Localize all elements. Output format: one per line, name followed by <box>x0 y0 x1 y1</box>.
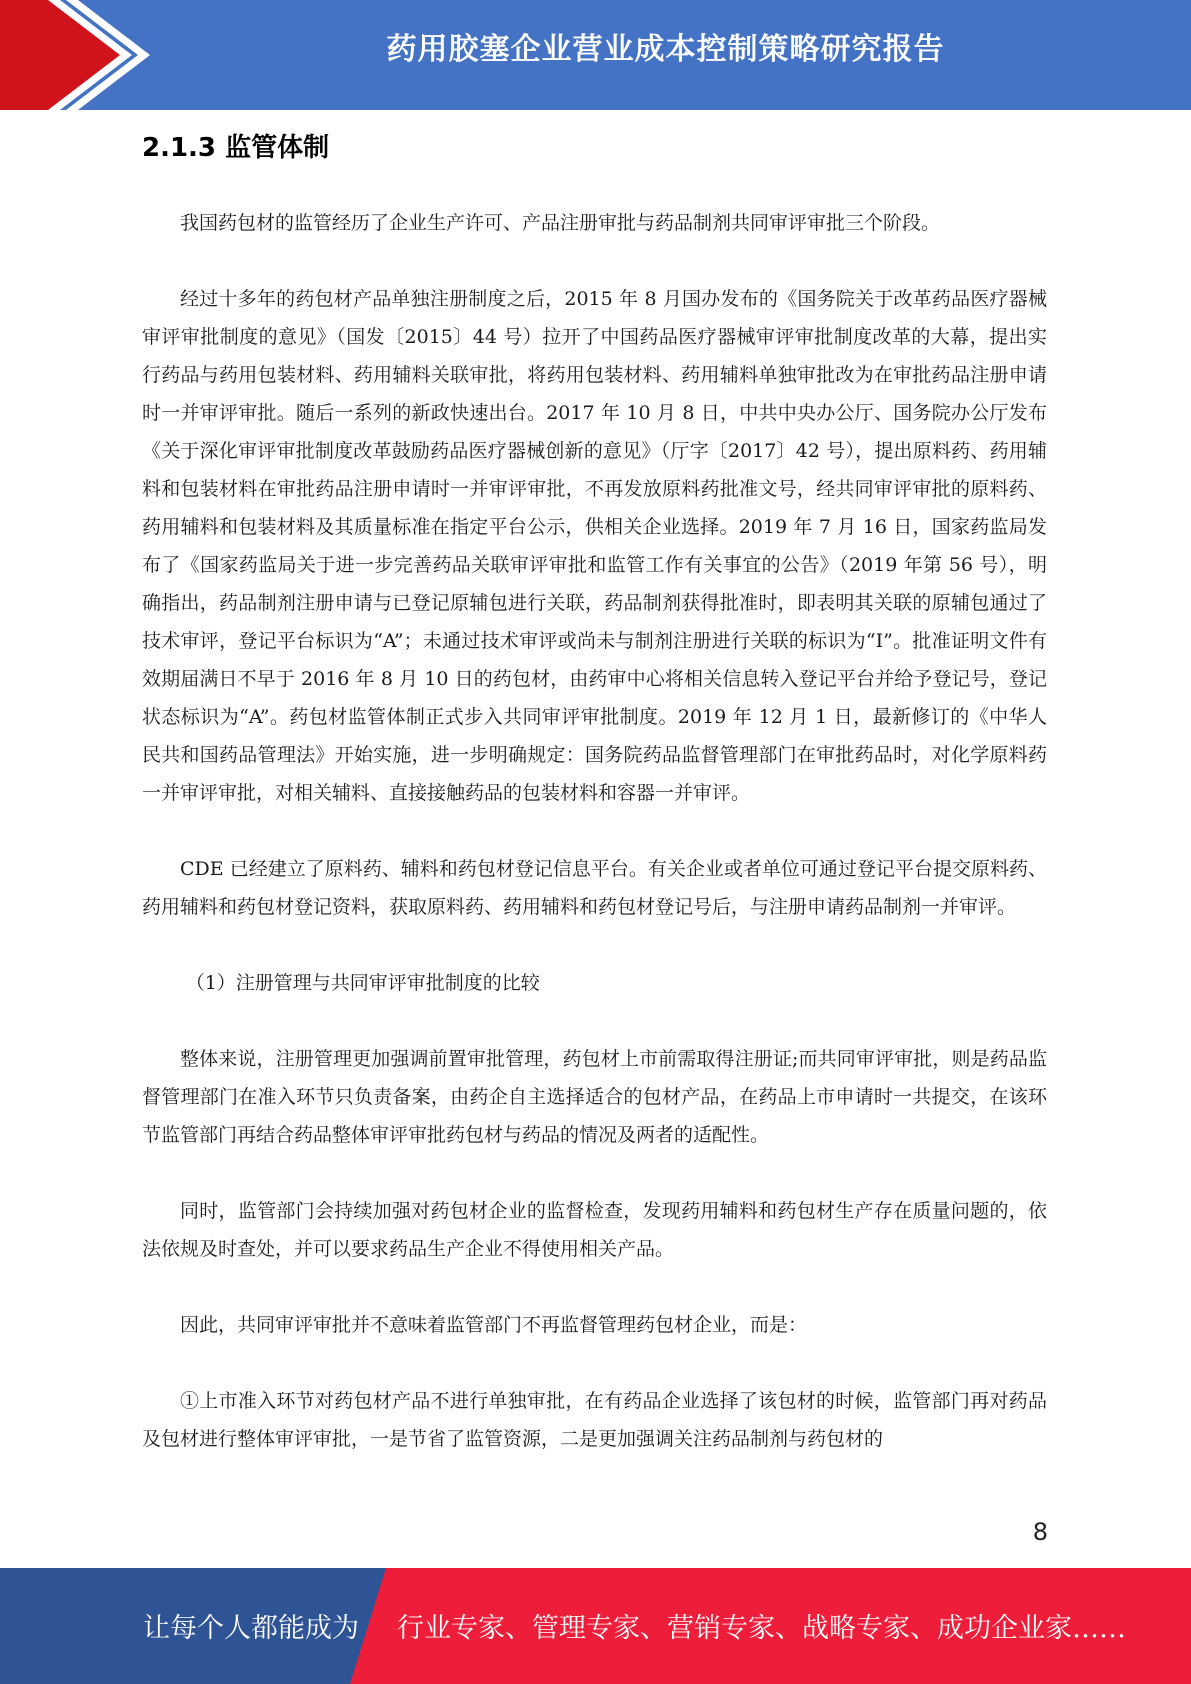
paragraph-therefore: 因此，共同审评审批并不意味着监管部门不再监督管理药包材企业，而是： <box>180 1314 808 1336</box>
paragraph-history: 经过十多年的药包材产品单独注册制度之后，2015 年 8 月国办发布的《国务院关于改革药品医疗器械审评审批制度的意见》（国发〔2015〕44 号）拉开了中国药品医疗器械审评审批制度改革的大幕，提出实行药品与药用包装材料、药用辅料关联审批，将药用包装材料、药用辅料单独审批改为在审批药品注册申请时一并审评审批。随后一系列的新政快速出台。2017 年 10 月 8 日，中共中央办公厅、国务院办公厅发布《关于深化审评审批制度改革鼓励药品医疗器械创新的意见》（厅字〔2017〕42 号），提出原料药、药用辅料和包装材料在审批药品注册申请时一并审评审批，不再发放原料药批准文号，经共同审评审批的原料药、药用辅料和包装材料及其质量标准在指定平台公示，供相关企业选择。2019 年 7 月 16 日，国家药监局发布了《国家药监局关于进一步完善药品关联审评审批和监管工作有关事宜的公告》（2019 年第 56 号），明确指出，药品制剂注册申请与已登记原辅包进行关联，药品制剂获得批准时，即表明其关联的原辅包通过了技术审评，登记平台标识为“A”；未通过技术审评或尚未与制剂注册进行关联的标识为“I”。批准证明文件有效期届满日不早于 2016 年 8 月 10 日的药包材，由药审中心将相关信息转入登记平台并给予登记号，登记状态标识为“A”。药包材监管体制正式步入共同审评审批制度。2019 年 12 月 1 日，最新修订的《中华人民共和国药品管理法》开始实施，进一步明确规定：国务院药品监督管理部门在审批药品时，对化学原料药一并审评审批，对相关辅料、直接接触药品的包装材料和容器一并审评。 <box>142 288 1047 804</box>
page-footer <box>0 1568 1191 1684</box>
section-heading: 2.1.3 监管体制 <box>142 133 330 163</box>
footer-slogan-right: 行业专家、管理专家、营销专家、战略专家、成功企业家…… <box>397 1613 1126 1644</box>
document-body <box>142 128 1047 1496</box>
paragraph-supervision: 同时，监管部门会持续加强对药包材企业的监督检查，发现药用辅料和药包材生产存在质量问题的，依法依规及时查处，并可以要求药品生产企业不得使用相关产品。 <box>142 1200 1047 1260</box>
header-chevron-icon <box>0 0 160 110</box>
page-header <box>0 0 1191 110</box>
footer-slogan-left: 让每个人都能成为 <box>143 1613 359 1644</box>
paragraph-cde-platform: CDE 已经建立了原料药、辅料和药包材登记信息平台。有关企业或者单位可通过登记平台提交原料药、药用辅料和药包材登记资料，获取原料药、药用辅料和药包材登记号后，与注册申请药品制剂一并审评。 <box>142 858 1047 918</box>
page-number: 8 <box>1032 1518 1048 1546</box>
paragraph-stages: 我国药包材的监管经历了企业生产许可、产品注册审批与药品制剂共同审评审批三个阶段。 <box>180 212 941 234</box>
paragraph-point-one: ①上市准入环节对药包材产品不进行单独审批，在有药品企业选择了该包材的时候，监管部门再对药品及包材进行整体审评审批，一是节省了监管资源，二是更加强调关注药品制剂与药包材的 <box>142 1390 1047 1450</box>
subheading-comparison: （1）注册管理与共同审评审批制度的比较 <box>185 972 540 994</box>
paragraph-overall: 整体来说，注册管理更加强调前置审批管理，药包材上市前需取得注册证;而共同审评审批，则是药品监督管理部门在准入环节只负责备案，由药企自主选择适合的包材产品，在药品上市申请时一共提交，在该环节监管部门再结合药品整体审评审批药包材与药品的情况及两者的适配性。 <box>142 1048 1047 1146</box>
header-title: 药用胶塞企业营业成本控制策略研究报告 <box>386 32 945 67</box>
